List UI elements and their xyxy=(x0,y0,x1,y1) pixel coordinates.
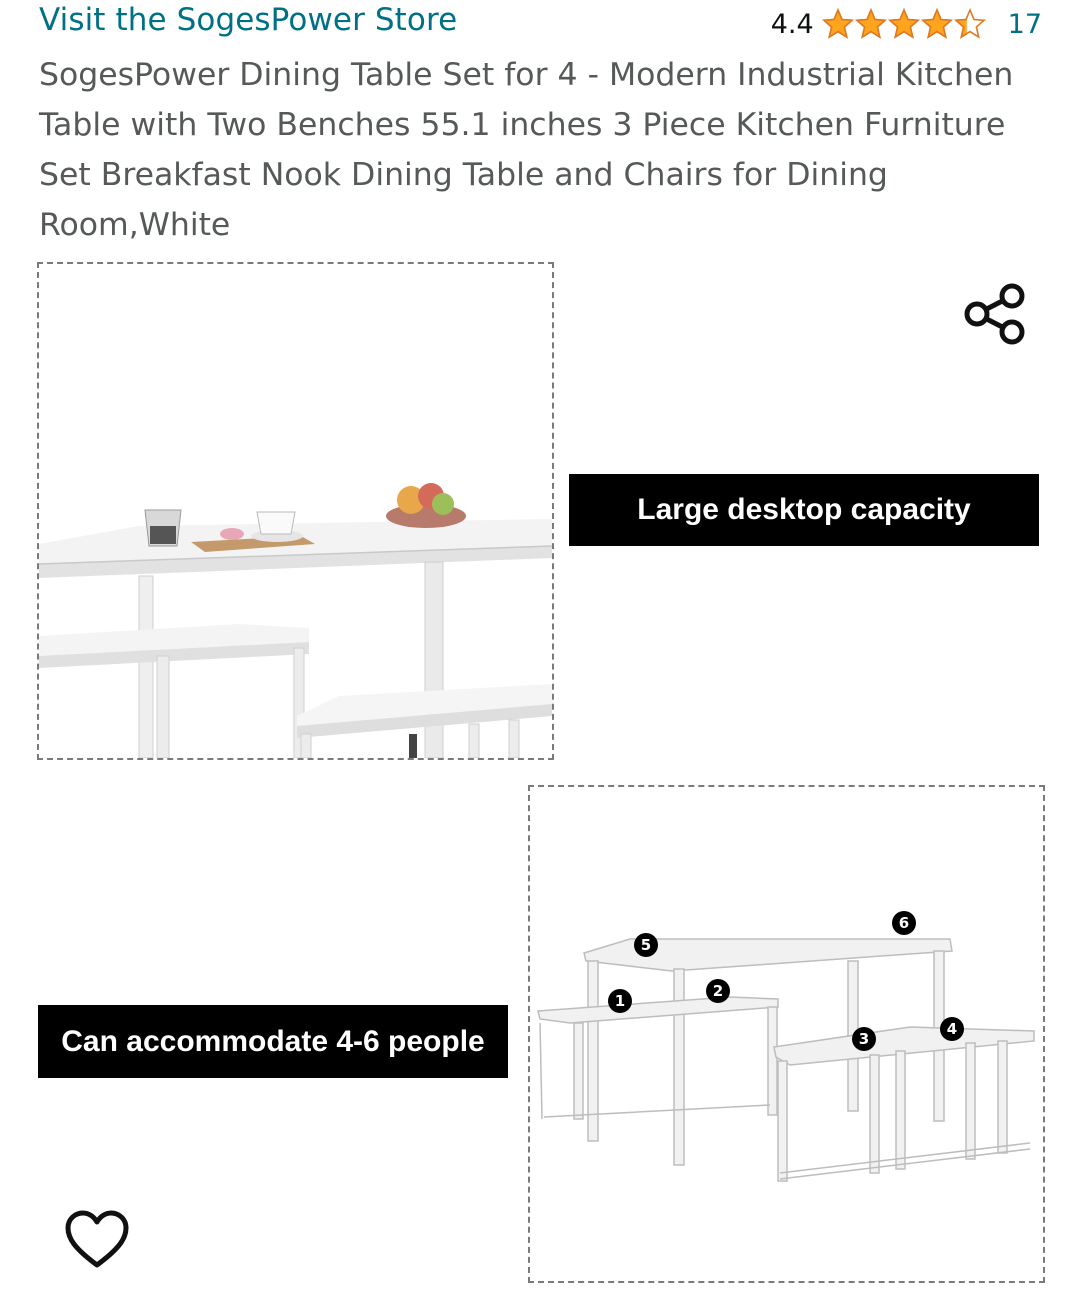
part-number-badge: 3 xyxy=(852,1027,876,1051)
rating-value: 4.4 xyxy=(770,8,814,40)
part-number-badge: 2 xyxy=(706,979,730,1003)
star-rating xyxy=(822,8,986,40)
star-icon xyxy=(822,8,854,40)
caption-desktop-capacity: Large desktop capacity xyxy=(569,474,1039,546)
star-icon xyxy=(921,8,953,40)
part-number-badge: 4 xyxy=(940,1017,964,1041)
star-icon xyxy=(954,8,986,40)
table-closeup-illustration xyxy=(39,264,552,758)
product-image-desktop[interactable] xyxy=(37,262,554,760)
rating-count[interactable]: 17 xyxy=(1007,8,1042,40)
star-icon xyxy=(888,8,920,40)
part-number-badge: 1 xyxy=(608,989,632,1013)
star-icon xyxy=(855,8,887,40)
part-number-badge: 5 xyxy=(634,933,658,957)
share-icon[interactable] xyxy=(962,280,1030,348)
rating-summary[interactable] xyxy=(771,6,1042,42)
product-image-parts[interactable] xyxy=(528,785,1045,1283)
part-number-badge: 6 xyxy=(892,911,916,935)
table-set-parts-illustration xyxy=(530,787,1043,1281)
caption-capacity-people: Can accommodate 4-6 people xyxy=(38,1005,508,1078)
store-link[interactable]: Visit the SogesPower Store xyxy=(39,2,458,38)
product-title: SogesPower Dining Table Set for 4 - Modern Industrial Kitchen Table with Two Benches 55.1 inches 3 Piece Kitchen Furniture Set Breakfast Nook Dining Table and Chairs for Dining Room,White xyxy=(39,57,1014,243)
heart-icon[interactable] xyxy=(64,1210,130,1270)
